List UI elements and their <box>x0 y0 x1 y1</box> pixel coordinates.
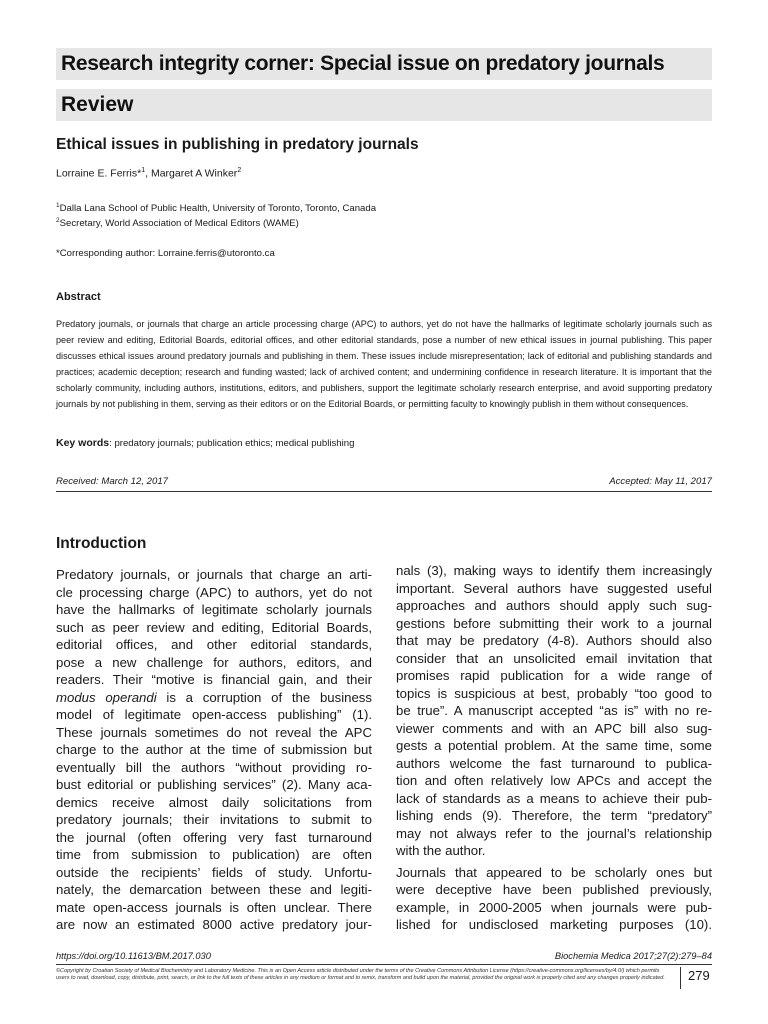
abstract-heading: Abstract <box>56 291 101 303</box>
keywords-list: : predatory journals; publication ethics; medical publishing <box>109 438 355 449</box>
text-line: viewer comments and with an APC bill also sug- <box>396 720 712 736</box>
page-footer <box>56 951 712 965</box>
text-line: be true”. A manuscript accepted “as is” with no re- <box>396 703 712 718</box>
text-line: readers. Their “motive is financial gain, and their <box>56 672 372 687</box>
text-line: the journal (often offering very fast turnaround <box>56 829 372 845</box>
text-line: Journals that appeared to be scholarly ones but <box>396 864 712 880</box>
text-line: gests a potential problem. At the same time, some <box>396 738 712 753</box>
text-line: gestions before submitting their work to a journal <box>396 615 712 631</box>
text-fragment: is a corruption of the business <box>166 689 372 705</box>
text-line: demics receive almost daily solicitations from <box>56 794 372 810</box>
text-line: lished for undisclosed marketing purposes (10). <box>396 917 712 932</box>
text-line: are now an estimated 8000 active predatory jour- <box>56 917 372 932</box>
section-banner: Research integrity corner: Special issue on predatory journals <box>56 48 712 80</box>
text-line: Predatory journals, or journals that charge an arti- <box>56 567 372 582</box>
text-line: These journals sometimes do not reveal the APC <box>56 724 372 740</box>
text-line: bust editorial or publishing services” (2). Many aca- <box>56 777 372 792</box>
body-column-right <box>396 562 712 934</box>
author-2: , Margaret A Winker <box>145 167 238 180</box>
text-line: mate open-access journals is often unclear. There <box>56 899 372 915</box>
copyright-notice: ©Copyright by Croatian Society of Medical Biochemistry and Laboratory Medicine. This is an Open Access article distributed under the terms of the Creative Commons Attribution License (https://creative-commons.org/licenses/by/4.0/) which permits users to read, download, copy, distribute, print, search, or link to the full texts of these articles in any medium or format and to remix, transform and build upon the material, provided the original work is properly cited and any changes properly indicated. <box>56 968 665 981</box>
doi-link[interactable]: https://doi.org/10.11613/BM.2017.030 <box>56 951 211 961</box>
text-line: charge to the author at the time of submission but <box>56 742 372 757</box>
received-date: Received: March 12, 2017 <box>56 476 168 487</box>
text-line: nately, the demarcation between these and legiti- <box>56 882 372 897</box>
text-line: tion and often relatively low APCs and accept the <box>396 773 712 788</box>
affiliation-1-text: Dalla Lana School of Public Health, University of Toronto, Toronto, Canada <box>59 203 377 215</box>
text-line: cle processing charge (APC) to authors, yet do not <box>56 584 372 600</box>
author-list <box>56 167 241 180</box>
text-line: example, in 2000-2005 when journals were pub- <box>396 899 712 915</box>
affiliation-2-marker: 2 <box>56 217 60 224</box>
text-line: model of legitimate open-access publishing” (1). <box>56 707 372 722</box>
affiliation-2-text: Secretary, World Association of Medical Editors (WAME) <box>59 218 299 230</box>
text-line: outside the recipients’ fields of study. Unfortu- <box>56 864 372 880</box>
italic-phrase: modus operandi <box>56 689 157 705</box>
journal-citation: Biochemia Medica 2017;27(2):279–84 <box>554 951 712 961</box>
affiliation-2 <box>56 217 299 229</box>
text-line: were deceptive have been published previously, <box>396 882 712 897</box>
section-heading-introduction: Introduction <box>56 535 147 552</box>
text-line: consider that an unsolicited email invitation that <box>396 650 712 666</box>
author-1-affil-marker: 1 <box>141 167 146 174</box>
text-line: time from submission to publication) are often <box>56 847 372 862</box>
text-line <box>56 689 372 707</box>
text-line: with the author. <box>396 843 486 858</box>
body-column-left <box>56 566 372 934</box>
page-number: 279 <box>688 968 710 983</box>
abstract-text: Predatory journals, or journals that charge an article processing charge (APC) to authors, yet do not have the hallmarks of legitimate scholarly journals such as peer review and editing, Editorial Boards, editorial offices, and other editorial standards, pose a number of new ethical issues in journal publishing. This paper discusses ethical issues around predatory journals and publishing in them. These issues include misrepresentation; lack of editorial and publishing standards and practices; academic deception; research and funding wasted; lack of archived content; and undermining confidence in research literature. It is important that the scholarly community, including authors, institutions, editors, and publishers, support the legitimate scholarly research enterprise, and avoid supporting predatory journals by not publishing in them, serving as their editors or on the Editorial Boards, or permitting faculty to knowingly publish in them without consequences. <box>56 319 712 410</box>
text-line: lishing ends (9). Therefore, the term “predatory” <box>396 808 712 823</box>
footer-divider <box>680 967 681 989</box>
text-line: approaches and authors should apply such sug- <box>396 598 712 613</box>
article-dates <box>56 476 712 492</box>
keywords-label: Key words <box>56 437 110 449</box>
text-line: nals (3), making ways to identify them increasingly <box>396 563 712 578</box>
text-line: pose a new challenge for authors, editors, and <box>56 654 372 670</box>
author-1: Lorraine E. Ferris* <box>56 167 142 180</box>
text-line: lack of standards as a means to achieve their pub- <box>396 790 712 806</box>
text-line: promises rapid publication for a wide range of <box>396 668 712 683</box>
text-line: that may be predatory (4-8). Authors should also <box>396 633 712 648</box>
affiliation-1-marker: 1 <box>56 202 60 209</box>
text-line: authors welcome the fast turnaround to publica- <box>396 755 712 771</box>
text-line: topics is suspicious at best, probably “too good to <box>396 685 712 701</box>
text-line: may not always refer to the journal’s relationship <box>396 825 712 841</box>
text-line: predatory journals; their invitations to submit to <box>56 812 372 827</box>
accepted-date: Accepted: May 11, 2017 <box>609 476 712 487</box>
text-line: eventually bill the authors “without providing ro- <box>56 759 372 775</box>
keywords <box>56 437 354 449</box>
text-line: have the hallmarks of legitimate scholarly journals <box>56 602 372 617</box>
article-type-banner: Review <box>56 89 712 121</box>
affiliation-1 <box>56 202 376 214</box>
corresponding-author: *Corresponding author: Lorraine.ferris@utoronto.ca <box>56 248 275 259</box>
text-line: such as peer review and editing, Editorial Boards, <box>56 619 372 635</box>
author-2-affil-marker: 2 <box>237 167 242 174</box>
article-title: Ethical issues in publishing in predatory journals <box>56 136 419 153</box>
text-line: important. Several authors have suggested useful <box>396 580 712 596</box>
text-line: editorial offices, and other editorial standards, <box>56 637 372 652</box>
